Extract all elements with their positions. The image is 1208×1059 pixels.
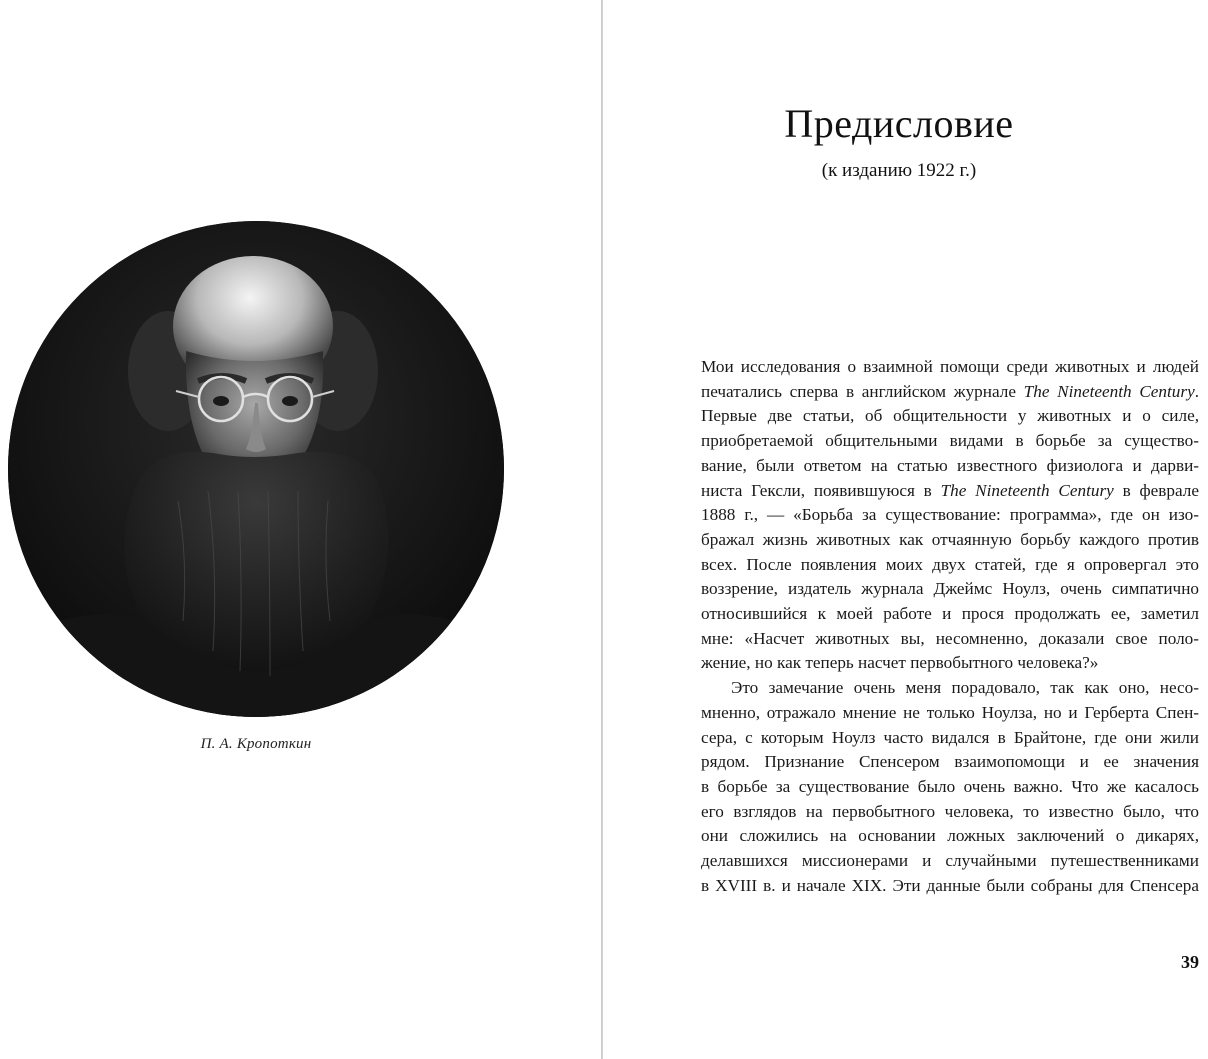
text-line: мненно, отражало мнение не только Ноулза, но и Герберта Спен- (701, 702, 1199, 722)
text-run: ниста Гексли, появившуюся в (701, 480, 941, 500)
text-line: бражал жизнь животных как отчаянную борьбу каждого против (701, 529, 1199, 549)
text-line: рядом. Признание Спенсером взаимопомощи и ее значения (701, 752, 1199, 772)
text-line (701, 479, 1199, 504)
text-line: Первые две статьи, об общительности у животных и о силе, (701, 406, 1199, 426)
text-line: приобретаемой общительными видами в борьбе за существо- (701, 431, 1199, 451)
text-line: в XVIII в. и начале XIX. Эти данные были собраны для Спенсера (701, 875, 1199, 895)
text-line: Это замечание очень меня порадовало, так как оно, несо- (731, 678, 1199, 698)
text-line: они сложились на основании ложных заключений о дикарях, (701, 826, 1199, 846)
portrait-caption: П. А. Кропоткин (200, 736, 312, 752)
text-line: мне: «Насчет животных вы, несомненно, доказали свое поло- (701, 628, 1199, 648)
text-line: относившийся к моей работе и прося продолжать ее, заметил (701, 604, 1199, 624)
text-line: вание, были ответом на статью известного физиолога и дарви- (701, 455, 1199, 475)
text-line: всех. После появления моих двух статей, где я опровергал это (701, 554, 1199, 574)
page-number: 39 (1181, 952, 1199, 972)
text-run: печатались сперва в английском журнале (701, 381, 1024, 401)
text-line: 1888 г., — «Борьба за существование: программа», где он изо- (701, 505, 1199, 525)
paragraph-2 (701, 676, 1199, 898)
text-line (701, 380, 1199, 405)
text-line: Мои исследования о взаимной помощи среди животных и людей (701, 357, 1199, 376)
text-line: его взглядов на первобытного человека, то известно было, что (701, 801, 1199, 821)
text-line: делавшихся миссионерами и случайными путешественниками (701, 851, 1199, 871)
text-line: жение, но как теперь насчет первобытного человека?» (701, 653, 1099, 673)
text-run: . (1194, 381, 1199, 401)
right-page (603, 0, 1208, 1059)
text-line: сера, с которым Ноулз часто видался в Брайтоне, где они жили (701, 727, 1199, 747)
journal-title: The Nineteenth Century (940, 480, 1114, 500)
body-text (701, 355, 1199, 898)
journal-title: The Nineteenth Century (1023, 381, 1195, 401)
portrait-photo (8, 221, 504, 717)
paragraph-1 (701, 355, 1199, 676)
chapter-title: Предисловие (784, 101, 1014, 146)
chapter-subtitle: (к изданию 1922 г.) (821, 160, 977, 181)
text-line: в борьбе за существование было очень важно. Что же касалось (701, 776, 1199, 796)
left-page (0, 0, 600, 1059)
text-run: в феврале (1113, 480, 1199, 500)
text-line: воззрение, издатель журнала Джеймс Ноулз, очень симпатично (701, 579, 1199, 599)
